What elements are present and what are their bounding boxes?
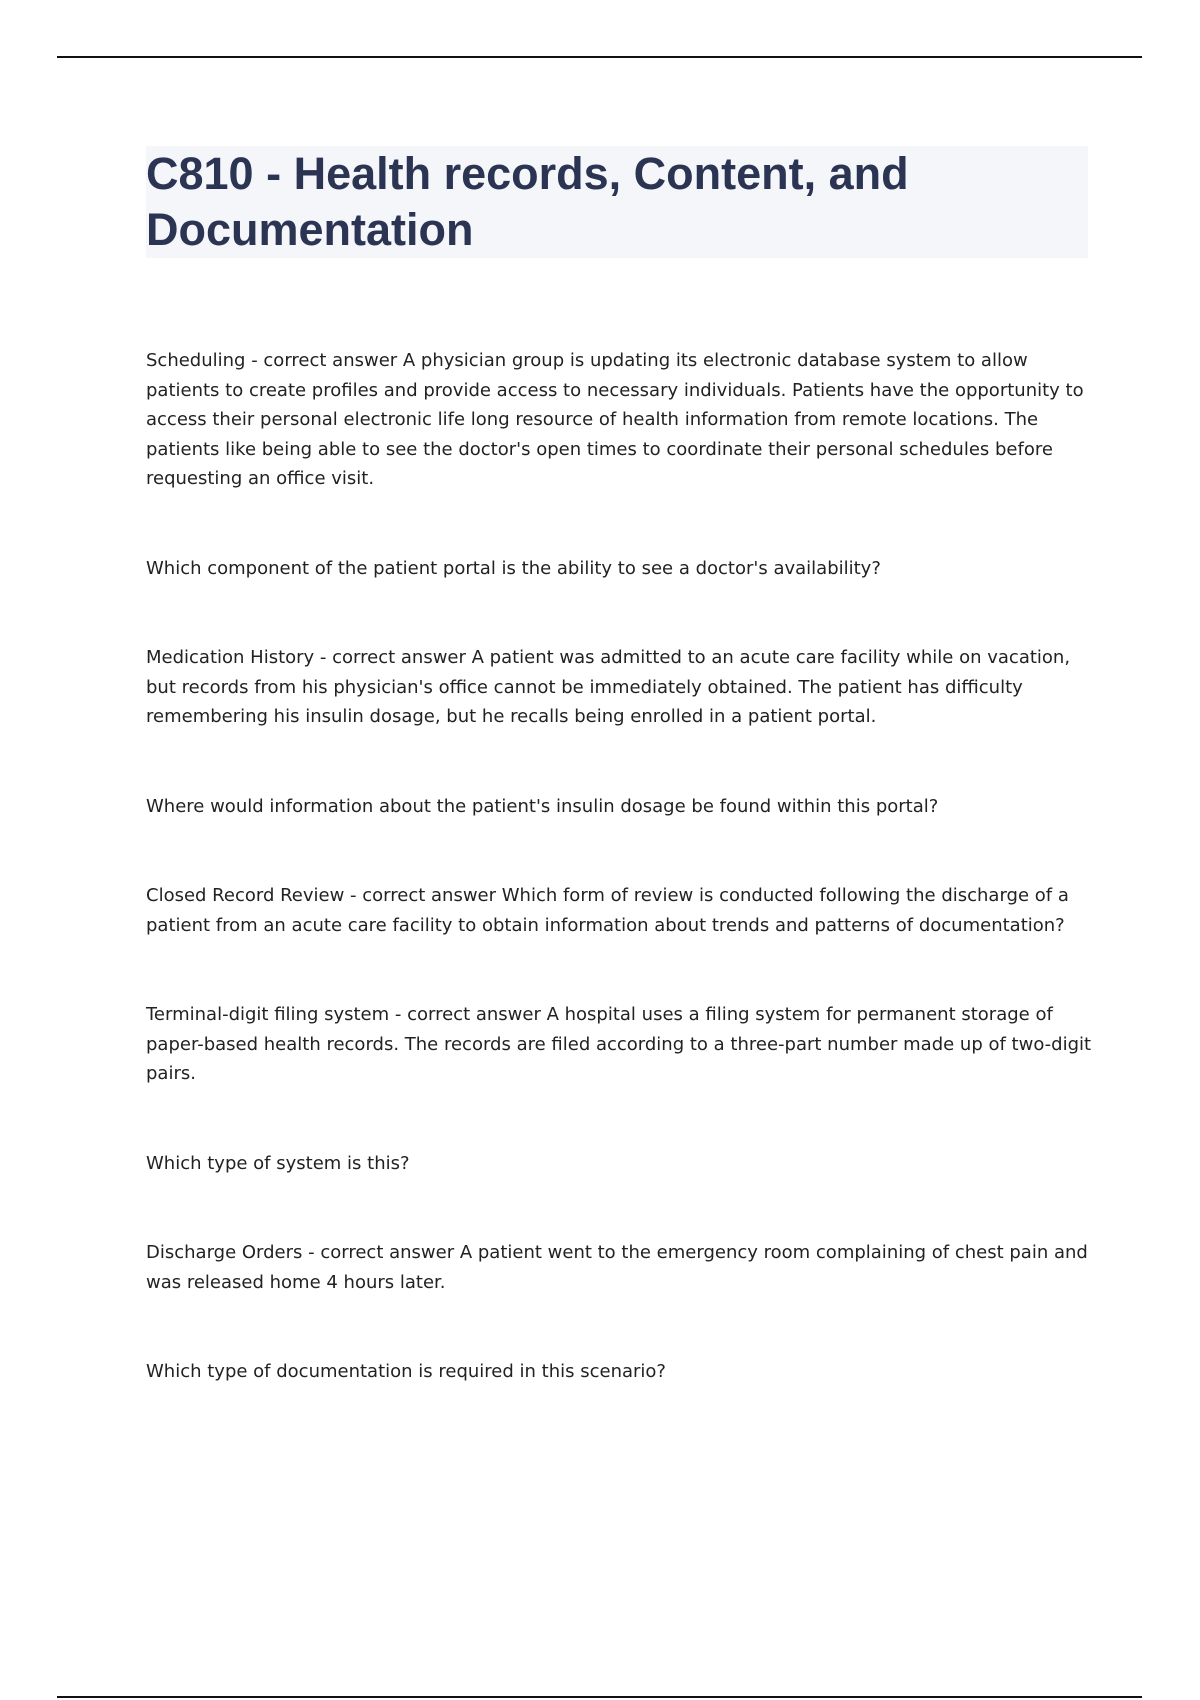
flashcard-scheduling-question: Which component of the patient portal is the ability to see a doctor's availability? — [146, 557, 881, 579]
flashcard-medication-history-text: Medication History - correct answer A patient was admitted to an acute care facility while on vacation, but records from his physician's office cannot be immediately obtained. The patient has difficulty remembering his insulin dosage, but he recalls being enrolled in a patient portal. — [146, 647, 1071, 727]
flashcard-discharge-orders-text: Discharge Orders - correct answer A patient went to the emergency room complaining of chest pain and was released home 4 hours later. — [146, 1242, 1088, 1293]
flashcard-terminal-digit-question: Which type of system is this? — [146, 1152, 410, 1174]
flashcard-scheduling-text: Scheduling - correct answer A physician group is updating its electronic database system to allow patients to create profiles and provide access to necessary individuals. Patients have the opportunity to access their personal electronic life long resource of health information from remote locations. The patients like being able to see the doctor's open times to coordinate their personal schedules before requesting an office visit. — [146, 350, 1084, 489]
bottom-rule — [57, 1696, 1142, 1698]
flashcard-content — [146, 346, 1096, 1447]
document-title: C810 - Health records, Content, and Documentation — [146, 148, 909, 255]
flashcard-medication-history-question: Where would information about the patient's insulin dosage be found within this portal? — [146, 795, 939, 817]
flashcard-terminal-digit-text: Terminal-digit filing system - correct answer A hospital uses a filing system for permanent storage of paper-based health records. The records are filed according to a three-part number made up of two-digit pairs. — [146, 1004, 1092, 1084]
flashcard-discharge-orders-question: Which type of documentation is required in this scenario? — [146, 1361, 666, 1382]
flashcard-closed-record-review-text: Closed Record Review - correct answer Which form of review is conducted following the discharge of a patient from an acute care facility to obtain information about trends and patterns of documentation? — [146, 885, 1069, 936]
top-rule — [57, 56, 1142, 58]
